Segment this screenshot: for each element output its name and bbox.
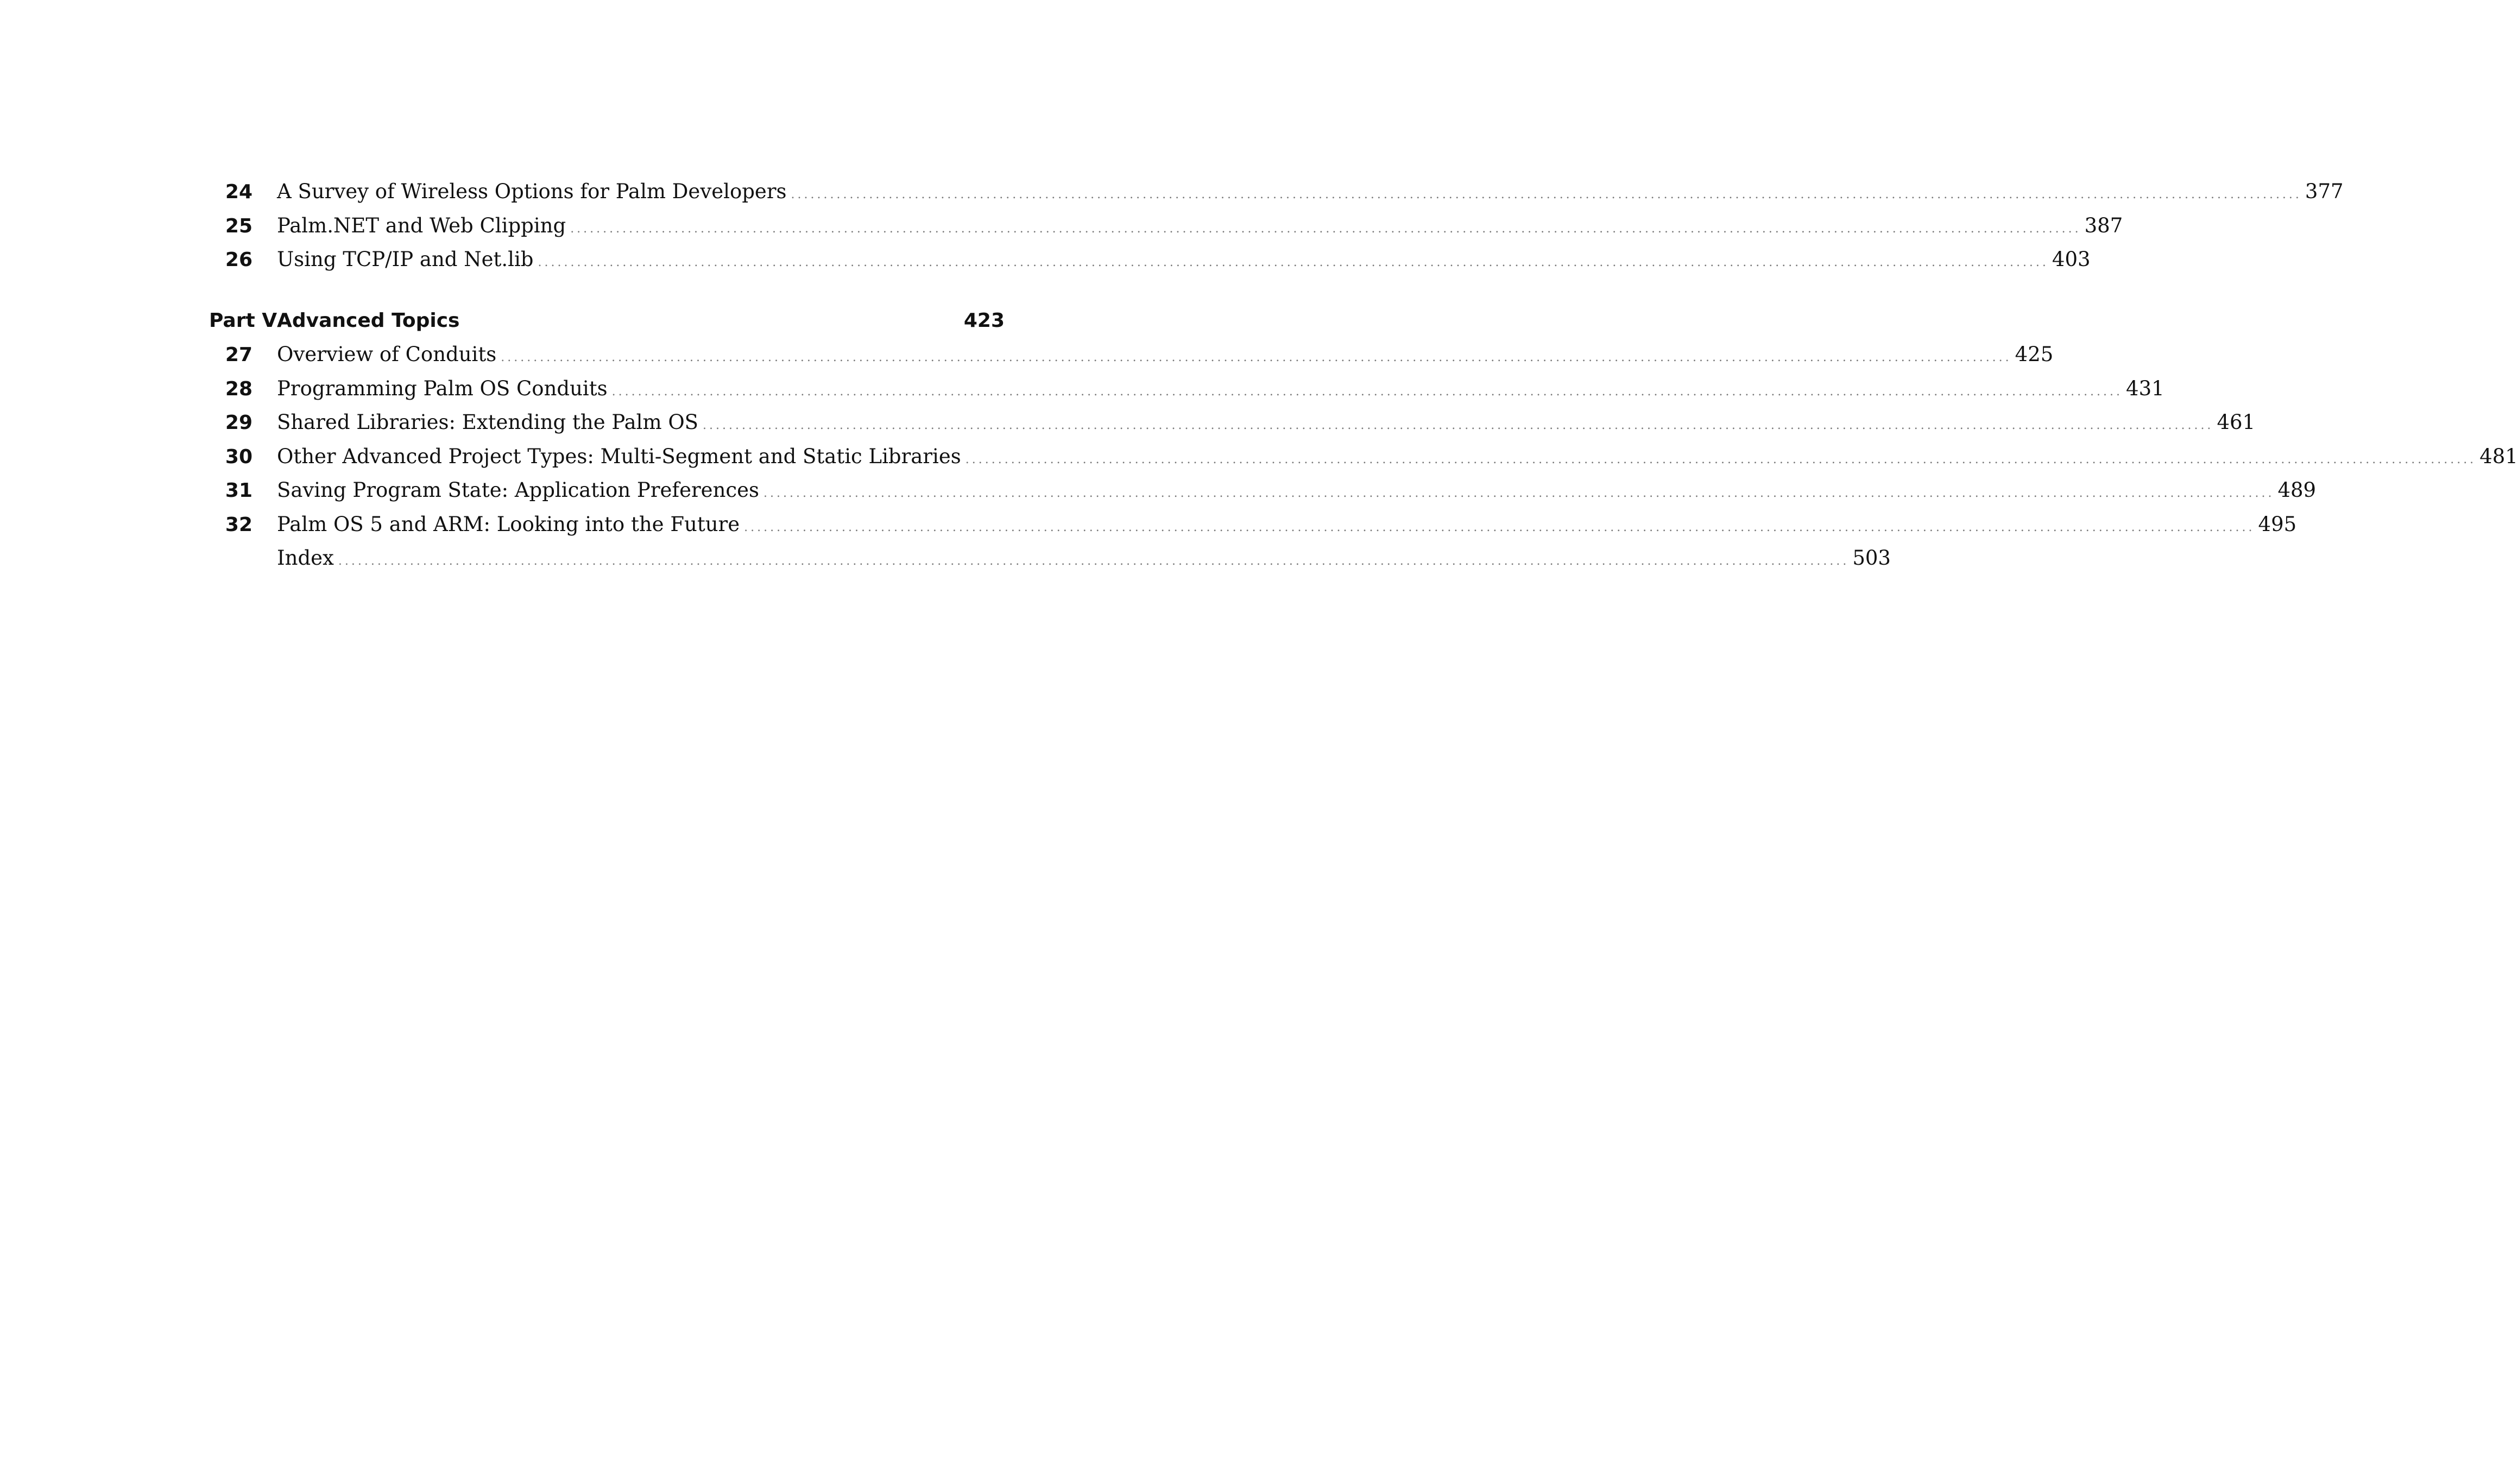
chapter-number: 30 [225,445,253,468]
toc-entry-chapter-26 [209,243,2091,277]
dot-leader [570,212,2081,247]
toc-part-heading [209,304,1005,338]
dot-leader [501,341,2011,375]
toc-entry-chapter-24 [209,175,2344,209]
dot-leader [965,443,2476,477]
chapter-title: A Survey of Wireless Options for Palm Developers [277,180,787,203]
page-number: 387 [2084,213,2123,237]
page-number: 403 [2052,248,2091,271]
page-number: 425 [2015,343,2054,366]
toc-entry-chapter-27 [209,338,2054,372]
chapter-number: 26 [225,249,253,271]
page-number: 377 [2305,180,2344,203]
toc-entry-chapter-28 [209,372,2164,406]
toc-entry-chapter-32 [209,508,2297,542]
chapter-number: 29 [225,412,253,434]
dot-leader [791,178,2302,212]
page-number: 495 [2258,512,2297,536]
chapter-number: 28 [225,377,253,400]
chapter-title: Palm OS 5 and ARM: Looking into the Future [277,512,740,536]
chapter-title: Other Advanced Project Types: Multi-Segment and Static Libraries [277,444,961,468]
dot-leader [338,545,1849,579]
part-title: Advanced Topics [277,309,460,332]
page-number: 481 [2479,444,2518,468]
dot-leader [763,477,2274,511]
table-of-contents [209,175,2518,576]
chapter-number: 32 [225,513,253,536]
chapter-number: 27 [225,344,253,366]
page-number: 431 [2126,376,2164,400]
toc-entry-chapter-29 [209,406,2256,440]
toc-entry-chapter-31 [209,473,2317,508]
chapter-title: Shared Libraries: Extending the Palm OS [277,411,699,434]
dot-leader [612,375,2123,409]
chapter-number: 24 [225,181,253,203]
dot-leader [538,246,2049,280]
chapter-title: Palm.NET and Web Clipping [277,213,566,237]
part-label: Part V [209,309,277,332]
page-number: 489 [2277,478,2317,502]
dot-leader [703,409,2213,443]
chapter-title: Index [277,546,334,570]
dot-leader [744,511,2255,545]
chapter-title: Saving Program State: Application Preferences [277,478,760,502]
toc-entry-chapter-30 [209,440,2518,474]
toc-entry-index [209,541,1891,576]
part-page-number: 423 [963,309,1005,332]
page-number: 503 [1852,546,1891,570]
page-number: 461 [2217,411,2256,434]
chapter-title: Using TCP/IP and Net.lib [277,248,534,271]
chapter-number: 31 [225,479,253,502]
chapter-title: Programming Palm OS Conduits [277,376,608,400]
toc-entry-chapter-25 [209,209,2123,243]
chapter-title: Overview of Conduits [277,343,497,366]
chapter-number: 25 [225,214,253,237]
